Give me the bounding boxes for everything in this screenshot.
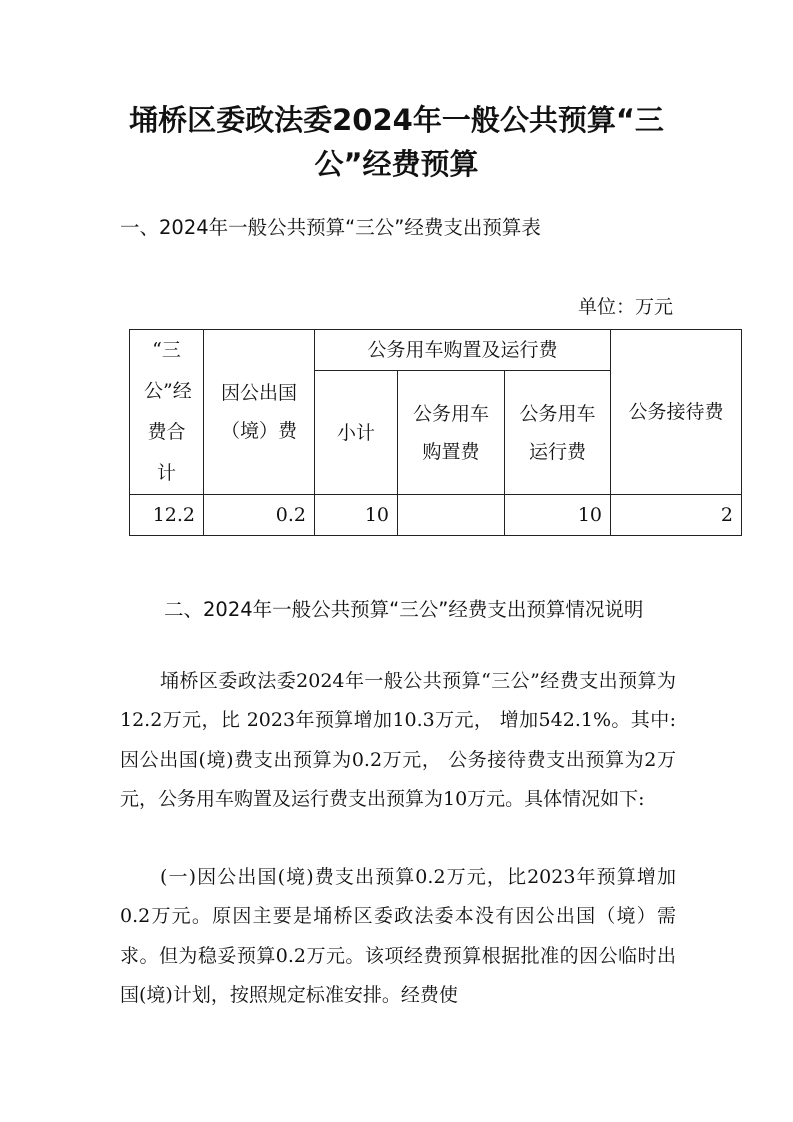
- cell-reception: 2: [611, 495, 742, 536]
- paragraph-summary: 埇桥区委政法委2024年一般公共预算“三公”经费支出预算为12.2万元，比 2023年预算增加10.3万元， 增加542.1%。其中:因公出国(境)费支出预算为0.2万元， 公务接待费支出预算为2万元，公务用车购置及运行费支出预算为10万元。具体情况如下:: [120, 670, 676, 810]
- cell-vehicle-purchase: [398, 495, 505, 536]
- paragraph-travel-expense: (一)因公出国(境)费支出预算0.2万元，比2023年预算增加0.2万元。原因主要是埇桥区委政法委本没有因公出国（境）需求。但为稳妥预算0.2万元。该项经费预算根据批准的因公临时出国(境)计划，按照规定标准安排。经费使: [120, 866, 676, 1006]
- table-row: [130, 495, 742, 536]
- header-vehicle-group: 公务用车购置及运行费: [315, 330, 611, 371]
- cell-vehicle-operation: 10: [505, 495, 611, 536]
- header-reception: 公务接待费: [611, 330, 742, 495]
- cell-total: 12.2: [130, 495, 204, 536]
- cell-subtotal: 10: [315, 495, 398, 536]
- cell-travel: 0.2: [204, 495, 315, 536]
- budget-table: [129, 329, 742, 536]
- header-total: “三公”经费合计: [130, 330, 204, 495]
- header-travel: 因公出国（境）费: [204, 330, 315, 495]
- header-vehicle-operation: 公务用车运行费: [505, 371, 611, 495]
- header-vehicle-purchase: 公务用车购置费: [398, 371, 505, 495]
- section-2-heading: 二、2024年一般公共预算“三公”经费支出预算情况说明: [164, 598, 644, 621]
- document-title: 埇桥区委政法委2024年一般公共预算“三公”经费预算: [129, 103, 664, 181]
- header-subtotal: 小计: [315, 371, 398, 495]
- unit-label: 单位：万元: [577, 296, 673, 318]
- table-header-row-1: [130, 330, 742, 371]
- section-1-heading: 一、2024年一般公共预算“三公”经费支出预算表: [120, 216, 541, 239]
